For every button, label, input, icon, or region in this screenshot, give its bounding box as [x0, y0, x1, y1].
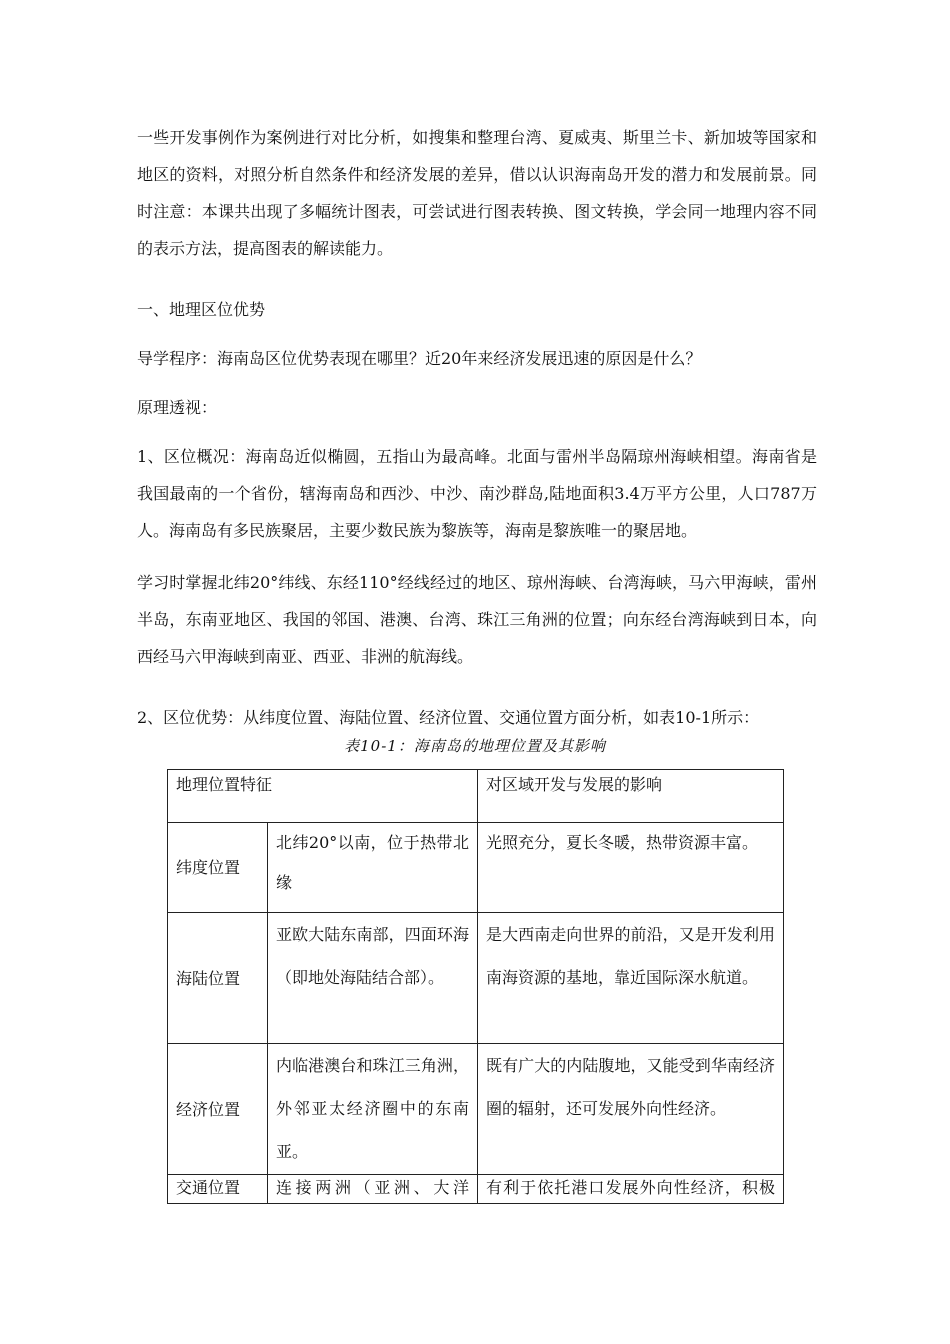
row-feature-cell	[268, 913, 478, 1044]
row-feature: 连接两洲（亚洲、大洋	[276, 1178, 470, 1197]
row-impact-cell	[478, 823, 784, 913]
row-name-cell	[168, 913, 268, 1044]
row-name-cell	[168, 823, 268, 913]
header-feature-cell	[168, 770, 478, 823]
row-feature-cell	[268, 1044, 478, 1175]
table-caption: 表10-1：海南岛的地理位置及其影响	[344, 737, 606, 755]
point1-paragraph: 1、区位概况：海南岛近似椭圆，五指山为最高峰。北面与雷州半岛隔琼州海峡相望。海南省是我国最南的一个省份，辖海南岛和西沙、中沙、南沙群岛,陆地面积3.4万平方公里，人口787万人。海南岛有多民族聚居，主要少数民族为黎族等，海南是黎族唯一的聚居地。	[137, 447, 817, 540]
row-feature: 内临港澳台和珠江三角洲，外邻亚太经济圈中的东南亚。	[276, 1056, 470, 1161]
table-row	[168, 823, 784, 913]
table-row	[168, 1175, 784, 1204]
row-impact: 光照充分，夏长冬暖，热带资源丰富。	[486, 833, 759, 852]
row-name-cell	[168, 1175, 268, 1204]
principle-label: 原理透视：	[137, 398, 218, 417]
row-impact-cell	[478, 913, 784, 1044]
row-impact: 既有广大的内陆腹地，又能受到华南经济圈的辐射，还可发展外向性经济。	[486, 1056, 776, 1118]
table-header-row	[168, 770, 784, 823]
study-paragraph: 学习时掌握北纬20°纬线、东经110°经线经过的地区、琼州海峡、台湾海峡，马六甲海峡，雷州半岛，东南亚地区、我国的邻国、港澳、台湾、珠江三角洲的位置；向东经台湾海峡到日本，向西经马六甲海峡到南亚、西亚、非洲的航海线。	[137, 573, 817, 666]
row-name: 交通位置	[176, 1178, 241, 1197]
row-impact-cell	[478, 1044, 784, 1175]
point2-paragraph: 2、区位优势：从纬度位置、海陆位置、经济位置、交通位置方面分析，如表10-1所示：	[137, 708, 760, 727]
row-impact-cell	[478, 1175, 784, 1204]
table-row	[168, 1044, 784, 1175]
row-impact: 有利于依托港口发展外向性经济，积极	[486, 1178, 776, 1197]
header-impact: 对区域开发与发展的影响	[486, 775, 663, 794]
row-name-cell	[168, 1044, 268, 1175]
intro-paragraph: 一些开发事例作为案例进行对比分析，如搜集和整理台湾、夏威夷、斯里兰卡、新加坡等国家和地区的资料，对照分析自然条件和经济发展的差异，借以认识海南岛开发的潜力和发展前景。同时注意：本课共出现了多幅统计图表，可尝试进行图表转换、图文转换，学会同一地理内容不同的表示方法，提高图表的解读能力。	[137, 128, 817, 258]
row-feature-cell	[268, 823, 478, 913]
row-name: 海陆位置	[176, 968, 241, 988]
row-name: 经济位置	[176, 1099, 241, 1119]
guide-paragraph: 导学程序：海南岛区位优势表现在哪里？近20年来经济发展迅速的原因是什么？	[137, 349, 702, 368]
row-feature: 亚欧大陆东南部，四面环海（即地处海陆结合部）。	[276, 925, 470, 987]
row-name: 纬度位置	[176, 858, 241, 877]
section-heading: 一、地理区位优势	[137, 300, 266, 319]
row-feature-cell	[268, 1175, 478, 1204]
row-feature: 北纬20°以南，位于热带北缘	[276, 833, 470, 892]
geo-position-table	[167, 769, 784, 1204]
table-row	[168, 913, 784, 1044]
header-feature: 地理位置特征	[176, 775, 273, 794]
header-impact-cell	[478, 770, 784, 823]
row-impact: 是大西南走向世界的前沿，又是开发利用南海资源的基地，靠近国际深水航道。	[486, 925, 776, 987]
